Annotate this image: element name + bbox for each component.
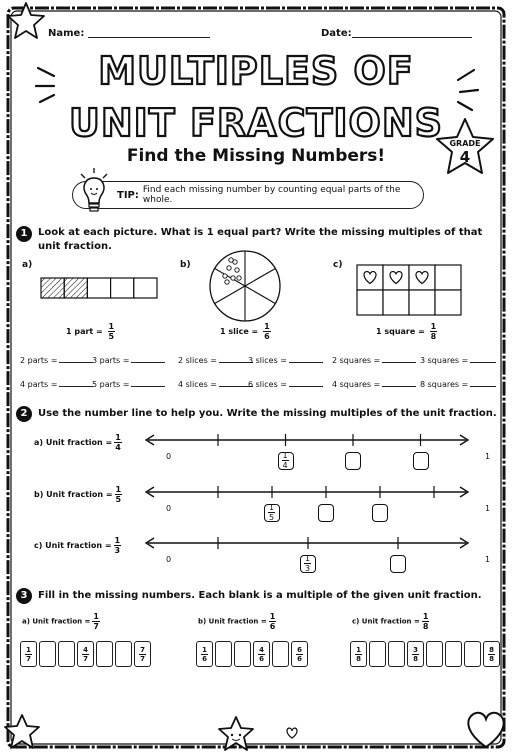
- unit-fraction: $\frac{1}{6}$: [269, 612, 276, 631]
- blank-tile[interactable]: [58, 641, 75, 667]
- bar-part: [64, 278, 87, 298]
- answer-box[interactable]: [264, 504, 280, 522]
- tick-label-one: 1: [485, 555, 491, 564]
- title-line-2: UNIT FRACTIONS: [69, 101, 443, 144]
- dot-mark: [223, 274, 227, 278]
- answer-row: 5 parts =: [92, 379, 165, 389]
- number-line: [140, 482, 480, 502]
- star-icon: [2, 712, 42, 752]
- tile-fraction: $\frac{3}{8}$: [413, 645, 418, 663]
- fraction-tile: [77, 641, 94, 667]
- grid-square: [357, 290, 383, 315]
- unit-fraction: $\frac{1}{5}$: [269, 503, 275, 522]
- tile-fraction: $\frac{1}{8}$: [356, 645, 361, 663]
- heart-icon: [285, 726, 299, 740]
- answer-row: 8 squares =: [420, 379, 496, 389]
- name-field[interactable]: [88, 28, 210, 38]
- blank-tile[interactable]: [115, 641, 132, 667]
- answer-blank[interactable]: [382, 379, 416, 387]
- heart-icon: [463, 707, 509, 751]
- tile-fraction: $\frac{7}{7}$: [140, 645, 145, 663]
- dot-mark: [227, 266, 231, 270]
- answer-row: 3 slices =: [248, 355, 323, 365]
- fraction-circle: [207, 248, 283, 324]
- answer-row: 3 squares =: [420, 355, 496, 365]
- answer-blank[interactable]: [131, 379, 165, 387]
- blank-tile[interactable]: [215, 641, 232, 667]
- date-label: Date:: [321, 28, 352, 39]
- answer-box[interactable]: [278, 452, 294, 470]
- title-line-1: MULTIPLES OF: [98, 49, 414, 93]
- tick-label-zero: 0: [166, 452, 172, 461]
- sparkle-icon: [32, 60, 72, 110]
- blank-tile[interactable]: [272, 641, 289, 667]
- answer-box[interactable]: [345, 452, 361, 470]
- bar-part: [134, 278, 157, 298]
- subtitle: Find the Missing Numbers!: [126, 146, 386, 166]
- answer-blank[interactable]: [382, 355, 416, 363]
- dot-mark: [225, 280, 229, 284]
- answer-box[interactable]: [413, 452, 429, 470]
- question-3-text: Fill in the missing numbers. Each blank is a multiple of the given unit fraction.: [38, 590, 482, 601]
- unit-fraction: $\frac{1}{4}$: [115, 433, 121, 452]
- fraction-tile: [134, 641, 151, 667]
- unit-fraction: $\frac{1}{4}$: [282, 451, 288, 470]
- answer-blank[interactable]: [131, 355, 165, 363]
- sparkle-icon: [452, 64, 492, 114]
- tip-label: TIP:: [117, 189, 139, 201]
- tick-label-zero: 0: [166, 504, 172, 513]
- blank-tile[interactable]: [445, 641, 462, 667]
- question-2-text: Use the number line to help you. Write the missing multiples of the unit fraction.: [38, 408, 497, 419]
- fraction-tile: [20, 641, 37, 667]
- unit-fraction: $\frac{1}{7}$: [93, 612, 99, 631]
- answer-blank[interactable]: [289, 379, 323, 387]
- fraction-tile: [350, 641, 367, 667]
- bar-part: [41, 278, 64, 298]
- blank-tile[interactable]: [39, 641, 56, 667]
- tile-group-label: c) Unit fraction = $\frac{1}{8}$: [352, 612, 429, 631]
- answer-row: 2 parts =: [20, 355, 93, 365]
- answer-row: 4 slices =: [178, 379, 253, 389]
- lightbulb-icon: [76, 166, 112, 218]
- blank-tile[interactable]: [234, 641, 251, 667]
- number-line-label: c) Unit fraction = $\frac{1}{3}$: [34, 536, 121, 555]
- part-a-unit: 1 part = $\frac{1}{5}$: [66, 322, 115, 341]
- part-b-label: b): [180, 260, 191, 270]
- tile-group-label: a) Unit fraction = $\frac{1}{7}$: [22, 612, 99, 631]
- unit-fraction: $\frac{1}{8}$: [422, 612, 429, 631]
- question-3-number: 3: [16, 588, 32, 604]
- answer-blank[interactable]: [289, 355, 323, 363]
- number-line-label: b) Unit fraction = $\frac{1}{5}$: [34, 485, 122, 504]
- tile-fraction: $\frac{1}{6}$: [202, 645, 207, 663]
- name-label: Name:: [48, 28, 85, 39]
- part-b-unit: 1 slice = $\frac{1}{6}$: [220, 322, 270, 341]
- answer-row: 3 parts =: [92, 355, 165, 365]
- question-2-number: 2: [16, 406, 32, 422]
- answer-box[interactable]: [300, 555, 316, 573]
- star-icon: [4, 0, 48, 42]
- grid-square: [435, 265, 461, 290]
- grid-square: [435, 290, 461, 315]
- blank-tile[interactable]: [96, 641, 113, 667]
- grid-square: [409, 290, 435, 315]
- unit-fraction: $\frac{1}{3}$: [305, 554, 311, 573]
- blank-tile[interactable]: [369, 641, 386, 667]
- tick-label-zero: 0: [166, 555, 172, 564]
- answer-row: 4 squares =: [332, 379, 416, 389]
- tile-group-label: b) Unit fraction = $\frac{1}{6}$: [198, 612, 276, 631]
- bar-part: [111, 278, 134, 298]
- tick-label-one: 1: [485, 452, 491, 461]
- unit-fraction: $\frac{1}{3}$: [114, 536, 121, 555]
- number-line: [140, 533, 480, 553]
- grid-square: [383, 290, 409, 315]
- part-c-unit: 1 square = $\frac{1}{8}$: [376, 322, 437, 341]
- unit-fraction: $\frac{1}{5}$: [115, 485, 122, 504]
- star-icon: [216, 714, 256, 754]
- answer-blank[interactable]: [59, 379, 93, 387]
- number-line-label: a) Unit fraction = $\frac{1}{4}$: [34, 433, 121, 452]
- fraction-bar-svg: [40, 277, 158, 299]
- blank-tile[interactable]: [464, 641, 481, 667]
- answer-box[interactable]: [372, 504, 388, 522]
- fraction-tile: [253, 641, 270, 667]
- answer-box[interactable]: [318, 504, 334, 522]
- fraction-grid: [356, 264, 462, 316]
- page-title: [60, 44, 452, 144]
- answer-blank[interactable]: [59, 355, 93, 363]
- fraction-tile: [291, 641, 308, 667]
- answer-box[interactable]: [390, 555, 406, 573]
- fraction-tile: [407, 641, 424, 667]
- answer-row: 4 parts =: [20, 379, 93, 389]
- blank-tile[interactable]: [388, 641, 405, 667]
- tile-fraction: $\frac{1}{7}$: [26, 645, 31, 663]
- part-a-label: a): [22, 260, 33, 270]
- tile-fraction: $\frac{8}{8}$: [489, 645, 494, 663]
- blank-tile[interactable]: [426, 641, 443, 667]
- part-c-label: c): [333, 260, 343, 270]
- tick-label-one: 1: [485, 504, 491, 513]
- dot-mark: [229, 258, 233, 262]
- grade-number: 4: [459, 148, 471, 166]
- answer-row: 6 slices =: [248, 379, 323, 389]
- bar-part: [87, 278, 110, 298]
- number-line: [140, 430, 480, 450]
- answer-blank[interactable]: [470, 355, 496, 363]
- tile-fraction: $\frac{6}{6}$: [297, 645, 302, 663]
- dot-mark: [235, 268, 239, 272]
- grade-label: GRADE: [449, 139, 481, 148]
- fraction-tile: [196, 641, 213, 667]
- answer-row: 2 slices =: [178, 355, 253, 365]
- tile-fraction: $\frac{4}{7}$: [83, 645, 88, 663]
- answer-blank[interactable]: [470, 379, 496, 387]
- answer-row: 2 squares =: [332, 355, 416, 365]
- question-1-number: 1: [16, 226, 32, 242]
- tip-box: [72, 181, 424, 209]
- date-field[interactable]: [352, 28, 472, 38]
- question-1-text: Look at each picture. What is 1 equal part? Write the missing multiples of that unit fraction.: [38, 227, 483, 252]
- tip-text: Find each missing number by counting equal parts of the whole.: [142, 185, 401, 205]
- dot-mark: [231, 276, 235, 280]
- fraction-tile: [483, 641, 500, 667]
- dot-mark: [237, 276, 241, 280]
- tile-fraction: $\frac{4}{6}$: [259, 645, 264, 663]
